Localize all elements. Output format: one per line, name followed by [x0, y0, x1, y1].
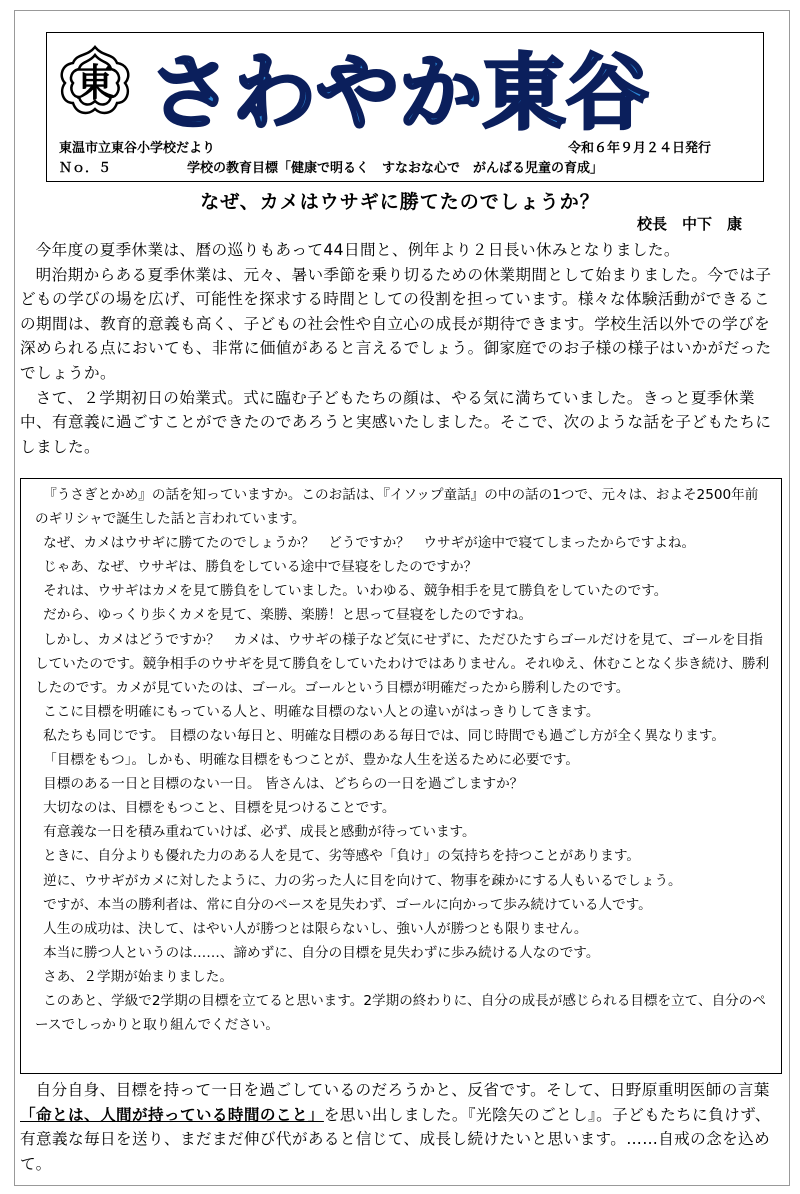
masthead-goal-row — [59, 157, 753, 176]
educational-goal: 学校の教育目標「健康で明るく すなおな心で がんばる児童の育成」 — [187, 161, 604, 176]
speech-line: 『うさぎとかめ』の話を知っていますか。このお話は、『イソップ童話』の中の話の1つで、元々は、およそ2500年前のギリシャで誕生した話と言われています。 — [35, 487, 759, 528]
speech-line: 逆に、ウサギがカメに対したように、力の劣った人に目を向けて、物事を疎かにする人もいるでしょう。 — [43, 872, 682, 889]
speech-line: ここに目標を明確にもっている人と、明確な目標のない人との違いがはっきりしてきます。 — [43, 703, 600, 720]
newsletter-title — [139, 37, 659, 137]
intro-paragraph: さて、２学期初日の始業式。式に臨む子どもたちの顔は、やる気に満ちていました。きっと夏季休業中、有意義に過ごすことができたのであろうと実感いたしました。そこで、次のような話を子どもたちにしました。 — [20, 388, 772, 456]
masthead-info-row — [59, 137, 753, 156]
speech-line: 目標のある一日と目標のない一日。 皆さんは、どちらの一日を過ごしますか？ — [43, 776, 524, 793]
speech-line: それは、ウサギはカメを見て勝負をしていました。いわゆる、競争相手を見て勝負をしていたのです。 — [43, 583, 668, 600]
speech-box — [20, 478, 782, 1074]
masthead — [46, 32, 764, 182]
school-name: 東温市立東谷小学校だより — [59, 141, 216, 156]
intro-text — [20, 238, 782, 459]
speech-line: だから、ゆっくり歩くカメを見て、楽勝、楽勝！と思って昼寝をしたのですね。 — [43, 607, 533, 624]
issue-number: Ｎｏ．５ — [59, 161, 112, 176]
closing-before: 自分自身、目標を持って一日を過ごしているのだろうかと、反省です。そして、日野原重明医師の言葉 — [35, 1081, 770, 1099]
speech-line: 「目標をもつ」。しかも、明確な目標をもつことが、豊かな人生を送るために必要です。 — [43, 752, 580, 769]
speech-line: なぜ、カメはウサギに勝てたのでしょうか？ どうですか？ ウサギが途中で寝てしまったからですよね。 — [43, 535, 696, 552]
speech-line: 本当に勝つ人というのは……、諦めずに、自分の目標を見失わずに歩み続ける人なのです。 — [43, 944, 600, 961]
speech-line: 人生の成功は、決して、はやい人が勝つとは限らないし、強い人が勝つとも限りません。 — [43, 920, 588, 937]
speech-line: 大切なのは、目標をもつこと、目標を見つけることです。 — [43, 800, 396, 817]
closing-after: を思い出しました。『光陰矢のごとし』。子どもたちに負けず、有意義な毎日を送り、まだまだ伸び代があると信じて、成長し続けたいと思います。……自戒の念を込めて。 — [20, 1105, 771, 1173]
speech-line: 私たちも同じです。 目標のない毎日と、明確な目標のある毎日では、同じ時間でも過ごし方が全く異なります。 — [43, 727, 725, 744]
intro-paragraph: 今年度の夏季休業は、暦の巡りもあって44日間と、例年より２日長い休みとなりました。 — [35, 241, 680, 259]
speech-line: ですが、本当の勝利者は、常に自分のペースを見失わず、ゴールに向かって歩み続けている人です。 — [43, 896, 652, 913]
speech-line: 有意義な一日を積み重ねていけば、必ず、成長と感動が待っています。 — [43, 824, 476, 841]
speech-line: ときに、自分よりも優れた力のある人を見て、劣等感や「負け」の気持ちを持つことがあります。 — [43, 848, 640, 865]
emblem-char: 東 — [75, 61, 115, 105]
school-emblem-icon — [55, 43, 135, 123]
issue-date: 令和６年９月２４日発行 — [567, 141, 711, 156]
article-author: 校長 中下 康 — [636, 215, 742, 233]
speech-line: しかし、カメはどうですか？ カメは、ウサギの様子など気にせずに、ただひたすらゴールだけを見て、ゴールを目指していたのです。競争相手のウサギを見て勝負をしていたわけではありません。それゆえ、休むことなく歩き続け、勝利したのです。カメが見ていたのは、ゴール。ゴールという目標が明確だったから勝利したのです。 — [35, 631, 770, 696]
closing-text — [20, 1078, 782, 1176]
intro-paragraph: 明治期からある夏季休業は、元々、暑い季節を乗り切るための休業期間として始まりました。今では子どもの学びの場を広げ、可能性を探求する時間としての役割を担っています。様々な体験活動ができるこの期間は、教育的意義も高く、子どもの社会性や自立心の成長が期待できます。学校生活以外での学びを深められる点においても、非常に価値があると言えるでしょう。御家庭でのお子様の様子はいかがだったでしょうか。 — [20, 265, 772, 382]
hinohara-quote: 「命とは、人間が持っている時間のこと」 — [20, 1105, 324, 1124]
speech-line: さあ、２学期が始まりました。 — [43, 968, 233, 985]
speech-line: じゃあ、なぜ、ウサギは、勝負をしている途中で昼寝をしたのですか？ — [43, 559, 478, 576]
closing-paragraph — [20, 1078, 782, 1176]
newsletter-title-text: さわやか東谷 — [149, 46, 649, 137]
speech-line: このあと、学級で2学期の目標を立てると思います。2学期の終わりに、自分の成長が感じられる目標を立て、自分のペースでしっかりと取り組んでください。 — [35, 992, 766, 1034]
article-title: なぜ、カメはウサギに勝てたのでしょうか？ — [200, 191, 600, 213]
